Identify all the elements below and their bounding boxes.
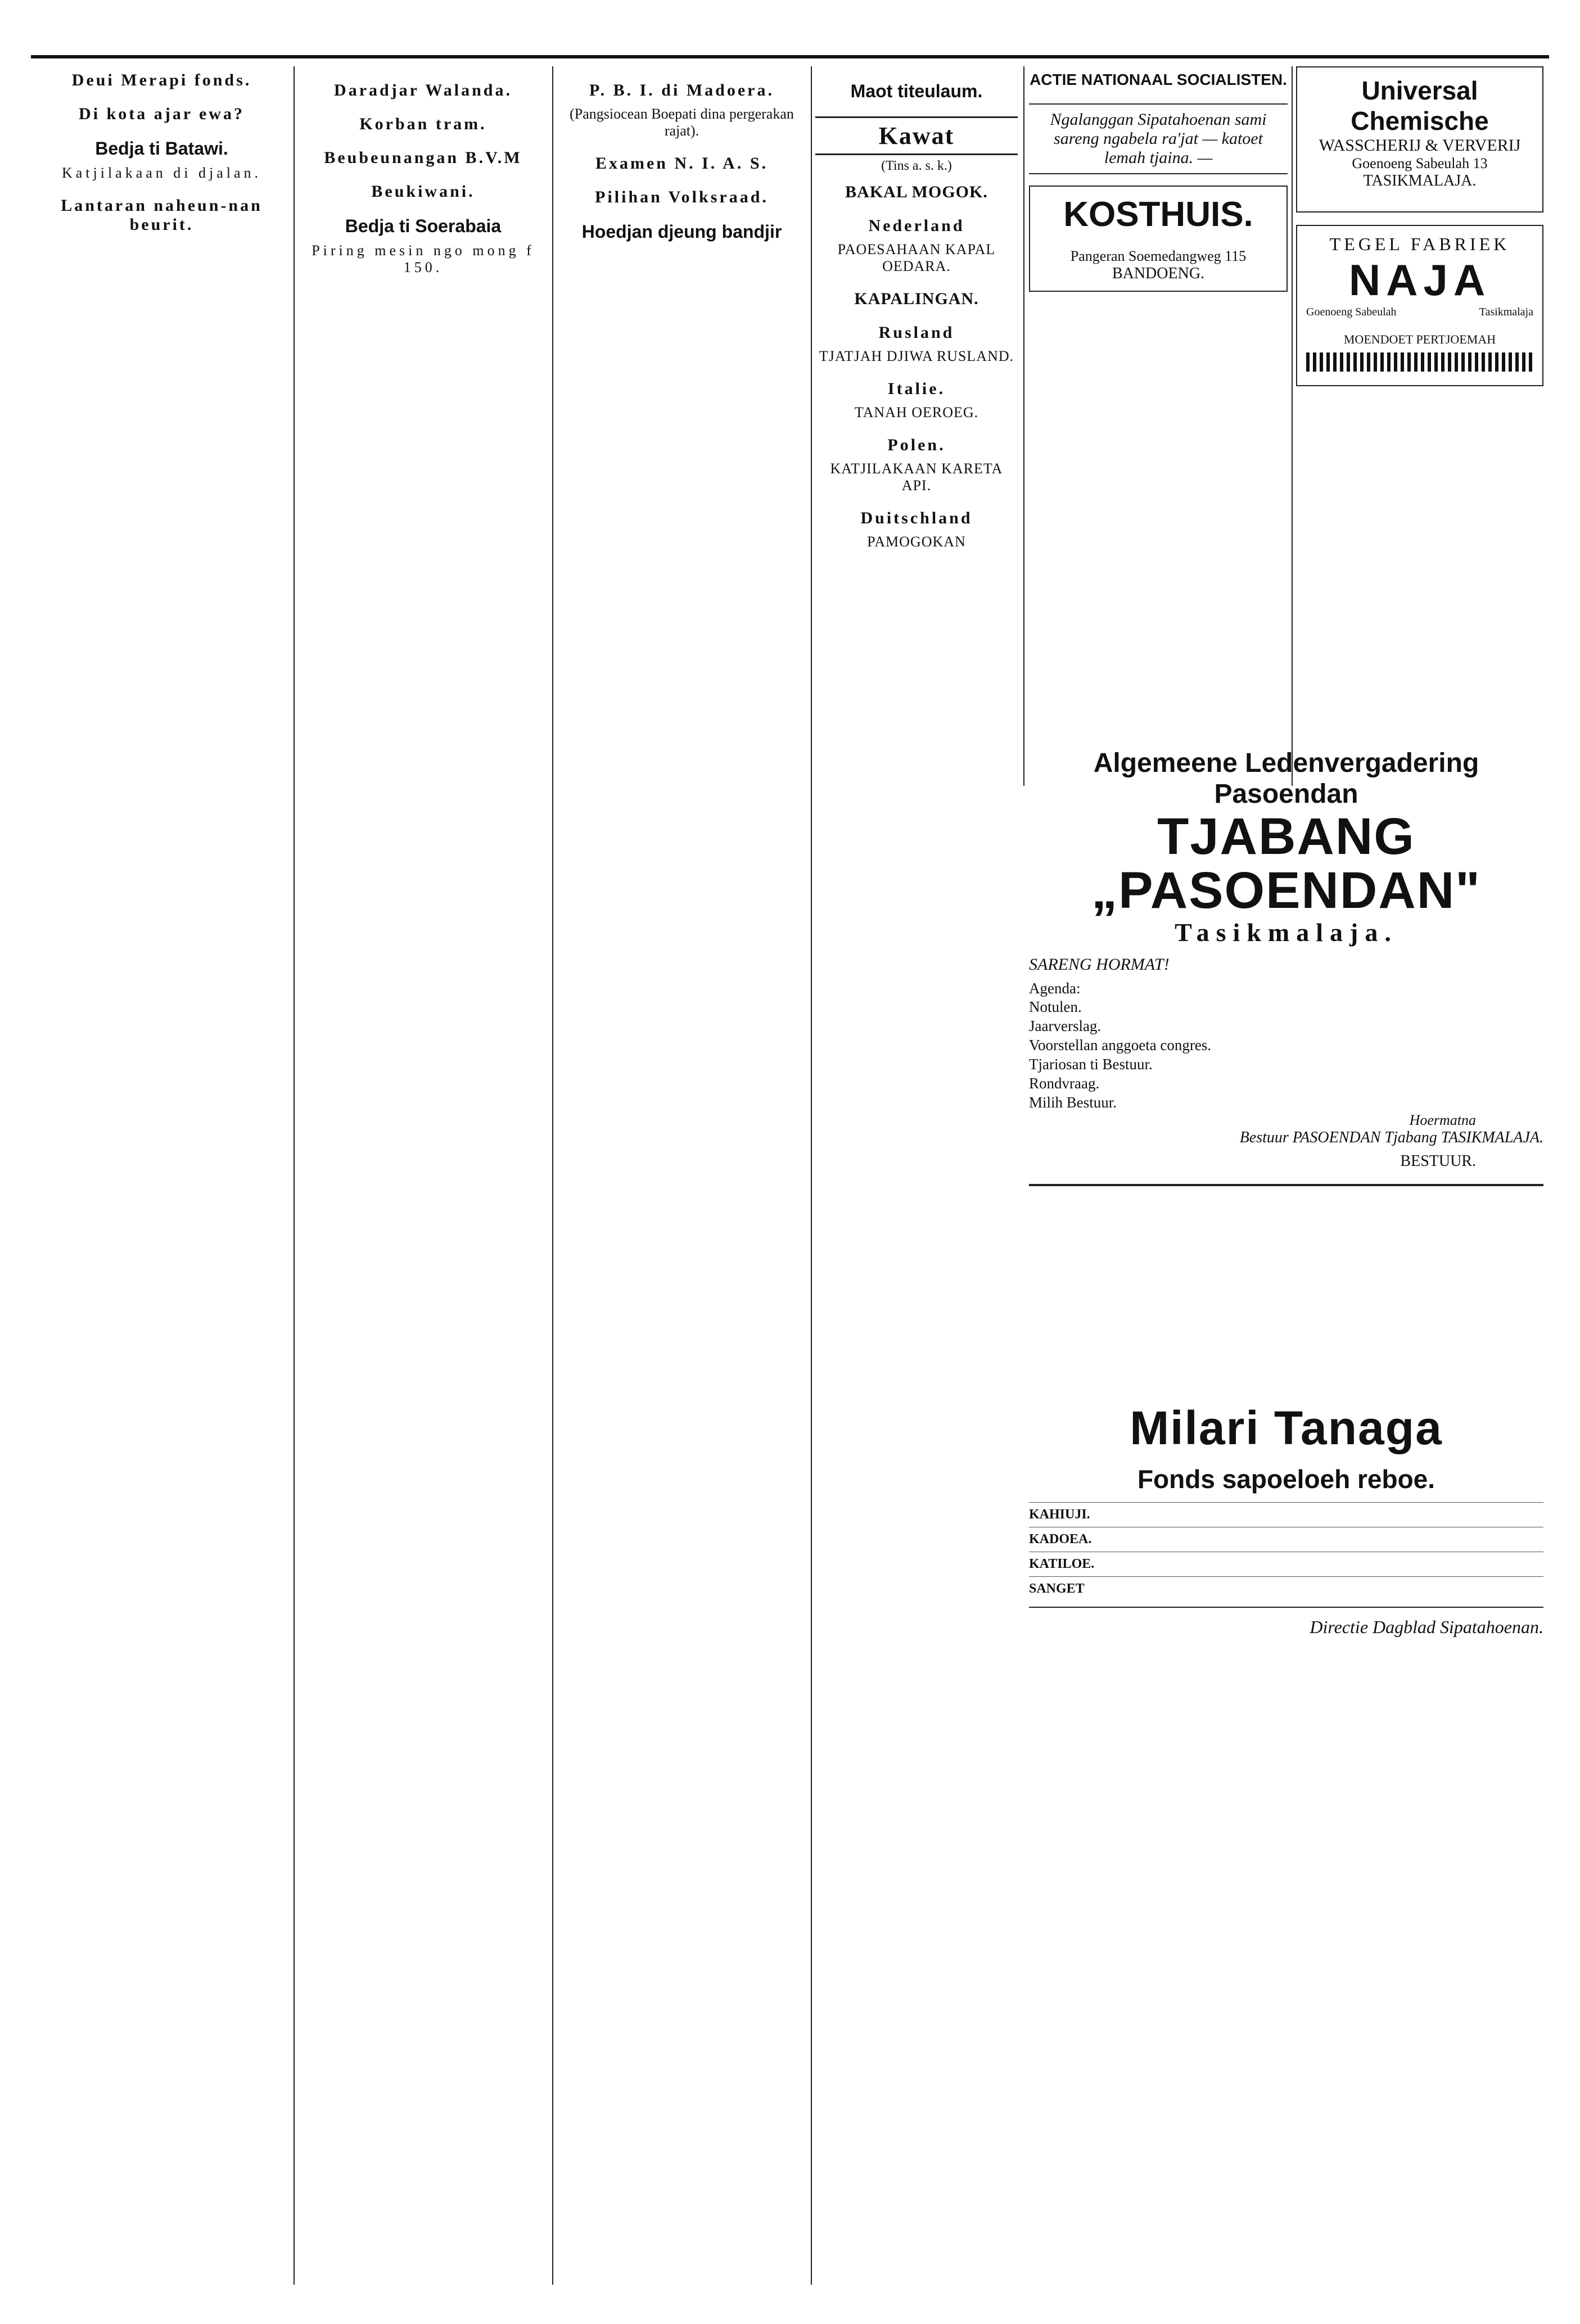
column-5 <box>1029 66 1288 780</box>
ad-title: ACTIE NATIONAAL SOCIALISTEN. <box>1030 71 1287 88</box>
subscribe-slogan: Ngalanggan Sipatahoenan sami sareng ngabela ra'jat — katoet lemah tjaina. — <box>1029 103 1288 174</box>
column-divider <box>811 66 812 2285</box>
ad-kosthuis <box>1029 186 1288 292</box>
article-hoedjan-bandjir <box>557 221 807 242</box>
article-bedja-batawi <box>34 138 290 182</box>
notice-city: Tasikmalaja. <box>1175 918 1398 947</box>
column-divider <box>294 66 295 2285</box>
agenda-title: Agenda: <box>1029 980 1081 997</box>
kawat-item-subheading: PAMOGOKAN <box>867 533 966 550</box>
directie-signature: Directie Dagblad Sipatahoenan. <box>1310 1617 1543 1637</box>
column-divider <box>552 66 553 2285</box>
kawat-item-heading: Nederland <box>868 216 965 235</box>
article-heading: Deui Merapi fonds. <box>71 71 252 89</box>
article-subheading: Piring mesin ngo mong f 150. <box>312 242 535 275</box>
kawat-item <box>815 379 1018 421</box>
article-kota-ajar <box>34 105 290 124</box>
column-divider <box>1023 66 1024 786</box>
column-3 <box>557 66 807 2285</box>
prize-text <box>1108 1557 1543 1572</box>
column-divider <box>1292 66 1293 786</box>
prize-text <box>1108 1581 1543 1597</box>
article-heading: Lantaran naheun-nan beurit. <box>61 196 263 234</box>
article-heading: Pilihan Volksraad. <box>595 188 769 206</box>
ad-address: Goenoeng Sabeulah 13 <box>1352 155 1488 171</box>
kawat-item-heading: Italie. <box>887 379 946 398</box>
kawat-item <box>815 509 1018 550</box>
ad-tegel-fabriek <box>1296 225 1543 386</box>
article-pilihan-volksraad <box>557 188 807 207</box>
kawat-item <box>815 216 1018 275</box>
prize-text <box>1108 1532 1543 1547</box>
ad-address: Pangeran Soemedangweg 115 <box>1070 248 1247 264</box>
kawat-item <box>815 323 1018 365</box>
ad-city: TASIKMALAJA. <box>1363 172 1477 189</box>
notice-greeting: SARENG HORMAT! <box>1029 955 1170 974</box>
ad-title: KOSTHUIS. <box>1063 195 1253 234</box>
article-daradjar-walanda <box>298 81 548 100</box>
article-heading: P. B. I. di Madoera. <box>589 81 774 100</box>
section-divider <box>1029 1184 1543 1186</box>
prize-row <box>1029 1552 1543 1576</box>
article-heading: Examen N. I. A. S. <box>595 154 769 173</box>
ad-city: BANDOENG. <box>1112 265 1205 282</box>
article-korban-tram <box>298 115 548 134</box>
kawat-item-subheading: KATJILAKAAN KARETA API. <box>830 460 1003 494</box>
article-heading: Maot titeulaum. <box>850 81 983 101</box>
article-pbi-madoera <box>557 81 807 139</box>
kawat-subtitle: (Tins a. s. k.) <box>881 159 952 173</box>
agenda-item: Rondvraag. <box>1029 1075 1100 1092</box>
article-subheading: (Pangsiocean Boepati dina pergerakan rajat). <box>570 106 794 139</box>
ad-title: TEGEL FABRIEK <box>1329 234 1510 254</box>
notice-title: Milari Tanaga <box>1130 1401 1443 1454</box>
article-heading: Korban tram. <box>359 115 487 133</box>
article-heading: Di kota ajar ewa? <box>79 105 245 123</box>
column-2 <box>298 66 548 2285</box>
article-heading: Bedja ti Soerabaia <box>345 216 502 236</box>
article-subheading: Katjilakaan di djalan. <box>61 165 262 181</box>
agenda-item: Notulen. <box>1029 998 1082 1015</box>
ad-location-left: Goenoeng Sabeulah <box>1306 306 1397 318</box>
article-heading: Hoedjan djeung bandjir <box>581 221 782 242</box>
milari-tanaga-notice <box>1029 1400 1543 1638</box>
article-beukiwani <box>298 182 548 201</box>
ad-name: NAJA <box>1348 255 1491 305</box>
agenda-item: Tjariosan ti Bestuur. <box>1029 1056 1153 1073</box>
decorative-border <box>1306 352 1533 372</box>
ad-footer: MOENDOET PERTJOEMAH <box>1343 332 1496 346</box>
signature-label: Hoermatna <box>1409 1112 1476 1128</box>
prize-label: KATILOE. <box>1029 1557 1095 1571</box>
prize-label: SANGET <box>1029 1581 1085 1596</box>
kawat-item-subheading: TJATJAH DJIWA RUSLAND. <box>819 348 1014 364</box>
article-heading: Bedja ti Batawi. <box>95 138 228 159</box>
kawat-item-heading: BAKAL MOGOK. <box>845 183 988 201</box>
ad-universal-chemische <box>1296 66 1543 212</box>
article-examen-nias <box>557 154 807 173</box>
article-heading: Beubeunangan B.V.M <box>324 148 522 167</box>
ad-subtitle: WASSCHERIJ & VERVERIJ <box>1319 136 1521 155</box>
column-4 <box>815 66 1018 2285</box>
prize-row <box>1029 1502 1543 1527</box>
column-1 <box>34 66 290 2285</box>
prize-text <box>1108 1507 1543 1522</box>
agenda-item: Jaarverslag. <box>1029 1018 1102 1034</box>
article-bvm <box>298 148 548 168</box>
notice-footnote-sign: BESTUUR. <box>1400 1152 1476 1170</box>
article-bedja-soerabaia <box>298 216 548 276</box>
article-merapi-fonds <box>34 71 290 90</box>
article-maot-titeulaum <box>815 81 1018 102</box>
kawat-item <box>815 183 1018 202</box>
prize-row <box>1029 1576 1543 1601</box>
section-divider <box>1029 1607 1543 1608</box>
kawat-item <box>815 290 1018 309</box>
notice-title: Algemeene Ledenvergadering Pasoendan <box>1093 748 1479 809</box>
article-beurit <box>34 196 290 234</box>
notice-main-title: TJABANG „PASOENDAN" <box>1091 808 1481 919</box>
agenda-item: Milih Bestuur. <box>1029 1094 1117 1111</box>
ad-actie-nationaal <box>1029 71 1288 89</box>
masthead-rule <box>31 55 1549 58</box>
kawat-item-subheading: TANAH OEROEG. <box>854 404 979 421</box>
kawat-item-heading: Rusland <box>878 323 955 342</box>
kawat-item-heading: Duitschland <box>860 509 973 527</box>
signature-name: Bestuur PASOENDAN Tjabang TASIKMALAJA. <box>1239 1129 1543 1146</box>
article-heading: Beukiwani. <box>371 182 475 201</box>
ad-title: Universal Chemische <box>1351 76 1489 135</box>
column-6 <box>1296 66 1543 780</box>
kawat-item-heading: Polen. <box>887 436 946 454</box>
ad-location-right: Tasikmalaja <box>1479 306 1533 318</box>
prize-label: KADOEA. <box>1029 1532 1092 1547</box>
kawat-item-subheading: PAOESAHAAN KAPAL OEDARA. <box>837 241 996 274</box>
fonds-title: Fonds sapoeloeh reboe. <box>1137 1464 1435 1494</box>
kawat-heading: Kawat <box>815 116 1018 155</box>
article-heading: Daradjar Walanda. <box>334 81 512 100</box>
pasoendan-notice <box>1029 748 1543 1192</box>
ad-location <box>1306 306 1533 319</box>
kawat-item <box>815 436 1018 494</box>
kawat-item-heading: KAPALINGAN. <box>854 290 979 308</box>
prize-row <box>1029 1527 1543 1552</box>
prize-label: KAHIUJI. <box>1029 1507 1090 1522</box>
agenda-item: Voorstellan anggoeta congres. <box>1029 1037 1212 1054</box>
